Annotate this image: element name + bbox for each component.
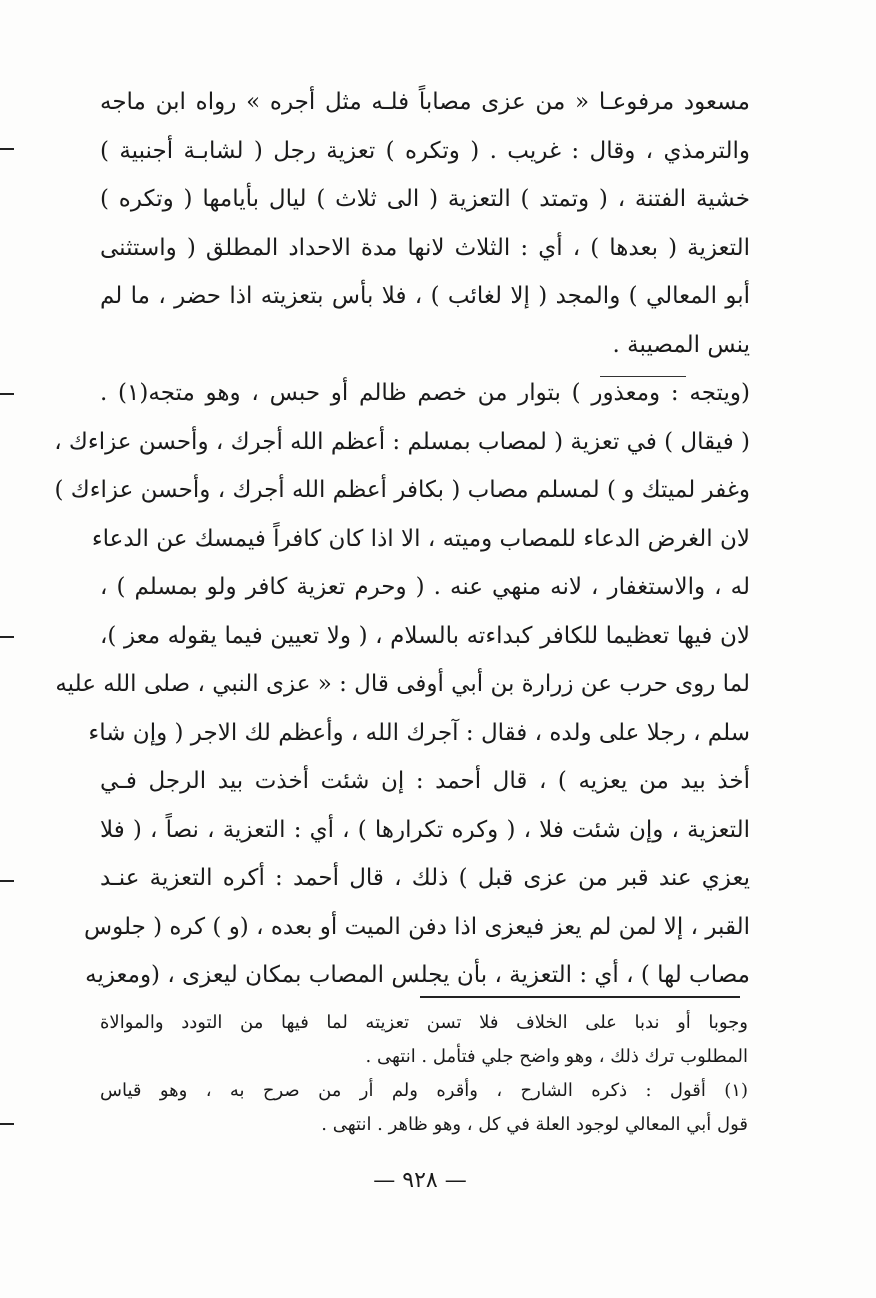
text-line: يعزي عند قبر من عزى قبل ) ذلك ، قال أحمد : أكره التعزية عنـد: [100, 865, 750, 891]
text-line: لما روى حرب عن زرارة بن أبي أوفى قال : « عزى النبي ، صلى الله عليه: [55, 671, 750, 697]
text-line: أبو المعالي ) والمجد ( إلا لغائب ) ، فلا بأس بتعزيته اذا حضر ، ما لم: [100, 283, 750, 309]
text-line: سلم ، رجلا على ولده ، فقال : آجرك الله ، وأعظم لك الاجر ( وإن شاء: [88, 719, 750, 746]
section-divider: [600, 376, 686, 377]
text-line: أخذ بيد من يعزيه ) ، قال أحمد : إن شئت أخذت بيد الرجل فـي: [100, 768, 750, 794]
main-text-block: [54, 78, 750, 1000]
text-line: القبر ، إلا لمن لم يعز فيعزى اذا دفن الميت أو بعده ، (و ) كره ( جلوس: [84, 913, 750, 940]
text-line: وغفر لميتك و ) لمسلم مصاب ( بكافر أعظم الله أجرك ، وأحسن عزاءك ): [54, 477, 750, 503]
text-line: مسعود مرفوعـا « من عزى مصاباً فلـه مثل أجره » رواه ابن ماجه: [100, 89, 750, 115]
margin-mark: [0, 1123, 14, 1125]
footnotes-block: [100, 1006, 748, 1142]
text-line: (ويتجه : ومعذور ) بتوار من خصم ظالم أو حبس ، وهو متجه(١) .: [100, 380, 750, 406]
footnote-line: (١) أقول : ذكره الشارح ، وأقره ولم أر من صرح به ، وهو قياس: [100, 1080, 748, 1101]
text-line: له ، والاستغفار ، لانه منهي عنه . ( وحرم تعزية كافر ولو بمسلم ) ،: [100, 574, 750, 600]
text-line: والترمذي ، وقال : غريب . ( وتكره ) تعزية رجل ( لشابـة أجنبية ): [100, 137, 750, 164]
text-line: ( فيقال ) في تعزية ( لمصاب بمسلم : أعظم الله أجرك ، وأحسن عزاءك ،: [54, 428, 750, 455]
margin-mark: [0, 636, 14, 638]
footnote-line: قول أبي المعالي لوجود العلة في كل ، وهو ظاهر . انتهى .: [321, 1114, 748, 1135]
margin-mark: [0, 880, 14, 882]
text-line: مصاب لها ) ، أي : التعزية ، بأن يجلس المصاب بمكان ليعزى ، (ومعزيه: [85, 962, 750, 988]
margin-mark: [0, 393, 14, 395]
footnote-line: المطلوب ترك ذلك ، وهو واضح جلي فتأمل . انتهى .: [365, 1046, 748, 1067]
margin-mark: [0, 148, 14, 150]
footnote-line: وجوبا أو ندبا على الخلاف فلا تسن تعزيته لما فيها من التودد والموالاة: [100, 1012, 748, 1033]
text-line: التعزية ( بعدها ) ، أي : الثلاث لانها مدة الاحداد المطلق ( واستثنى: [100, 234, 750, 261]
text-line: لان الغرض الدعاء للمصاب وميته ، الا اذا كان كافراً فيمسك عن الدعاء: [91, 525, 750, 552]
page-number: — ٩٢٨ —: [373, 1168, 467, 1193]
footnote-divider: [420, 996, 740, 998]
text-line: خشية الفتنة ، ( وتمتد ) التعزية ( الى ثلاث ) ليال بأيامها ( وتكره ): [100, 186, 750, 212]
text-line: ينس المصيبة .: [612, 331, 750, 358]
text-line: لان فيها تعظيما للكافر كبداءته بالسلام ، ( ولا تعيين فيما يقوله معز )،: [100, 622, 750, 649]
text-line: التعزية ، وإن شئت فلا ، ( وكره تكرارها ) ، أي : التعزية ، نصاً ، ( فلا: [100, 816, 750, 843]
